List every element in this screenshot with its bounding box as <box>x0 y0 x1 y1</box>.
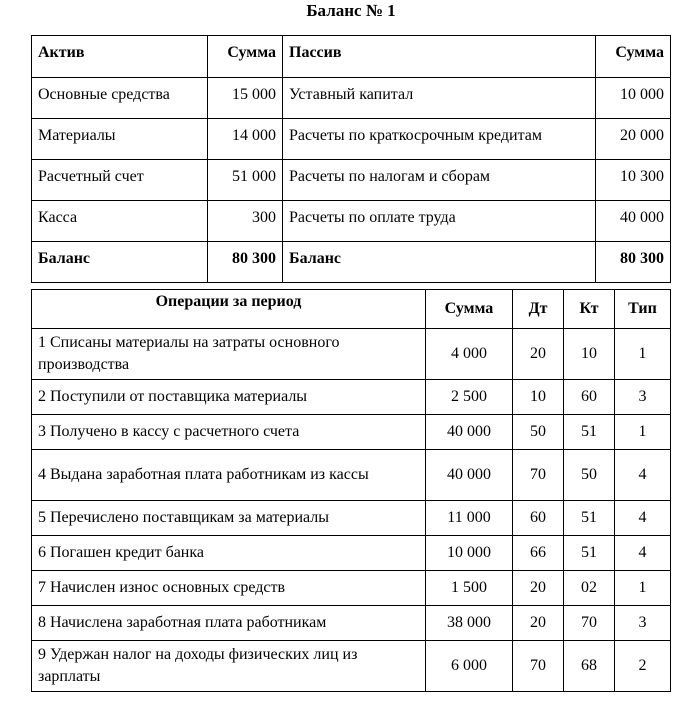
operation-debit: 60 <box>513 501 564 536</box>
operation-description: 7 Начислен износ основных средств <box>32 571 426 606</box>
operation-debit: 10 <box>513 380 564 415</box>
operation-credit: 51 <box>564 536 615 571</box>
operation-description: 5 Перечислено поставщикам за материалы <box>32 501 426 536</box>
operation-sum: 10 000 <box>426 536 513 571</box>
table-row <box>32 536 671 571</box>
operation-description: 8 Начислена заработная плата работникам <box>32 606 426 641</box>
liability-total-label: Баланс <box>283 242 596 283</box>
operation-credit: 51 <box>564 415 615 450</box>
asset-sum-header: Сумма <box>208 36 283 78</box>
asset-name: Основные средства <box>32 78 208 119</box>
liability-name: Уставный капитал <box>283 78 596 119</box>
balance-header-row <box>32 36 671 78</box>
table-row <box>32 450 671 501</box>
operation-debit: 70 <box>513 450 564 501</box>
asset-sum: 14 000 <box>208 119 283 160</box>
asset-header: Актив <box>32 36 208 78</box>
operation-sum: 1 500 <box>426 571 513 606</box>
table-row <box>32 571 671 606</box>
operation-debit: 20 <box>513 606 564 641</box>
operation-credit: 51 <box>564 501 615 536</box>
document-title: Баланс № 1 <box>306 1 396 20</box>
operation-credit: 10 <box>564 329 615 380</box>
operation-sum: 2 500 <box>426 380 513 415</box>
table-row <box>32 501 671 536</box>
asset-total-label: Баланс <box>32 242 208 283</box>
operation-sum: 38 000 <box>426 606 513 641</box>
operation-debit: 20 <box>513 571 564 606</box>
operation-type: 4 <box>615 450 671 501</box>
liability-name: Расчеты по краткосрочным кредитам <box>283 119 596 160</box>
liability-name: Расчеты по оплате труда <box>283 201 596 242</box>
debit-header: Дт <box>513 290 564 329</box>
operation-type: 4 <box>615 536 671 571</box>
operation-sum: 40 000 <box>426 415 513 450</box>
table-row <box>32 380 671 415</box>
operations-header-row <box>32 290 671 329</box>
credit-header: Кт <box>564 290 615 329</box>
operation-credit: 70 <box>564 606 615 641</box>
sum-header: Сумма <box>426 290 513 329</box>
table-row <box>32 641 671 692</box>
asset-name: Касса <box>32 201 208 242</box>
operation-credit: 68 <box>564 641 615 692</box>
operation-credit: 50 <box>564 450 615 501</box>
operation-debit: 70 <box>513 641 564 692</box>
operation-sum: 6 000 <box>426 641 513 692</box>
asset-total-sum: 80 300 <box>208 242 283 283</box>
operation-description: 3 Получено в кассу с расчетного счета <box>32 415 426 450</box>
operation-sum: 40 000 <box>426 450 513 501</box>
asset-name: Расчетный счет <box>32 160 208 201</box>
operation-type: 1 <box>615 415 671 450</box>
liability-sum: 20 000 <box>596 119 671 160</box>
liability-sum: 40 000 <box>596 201 671 242</box>
liability-header: Пассив <box>283 36 596 78</box>
liability-name: Расчеты по налогам и сборам <box>283 160 596 201</box>
liability-sum: 10 300 <box>596 160 671 201</box>
operation-type: 3 <box>615 606 671 641</box>
operation-type: 4 <box>615 501 671 536</box>
operation-debit: 20 <box>513 329 564 380</box>
table-row <box>32 78 671 119</box>
operation-type: 2 <box>615 641 671 692</box>
asset-sum: 15 000 <box>208 78 283 119</box>
balance-table <box>31 35 671 283</box>
operation-sum: 4 000 <box>426 329 513 380</box>
operation-description: 9 Удержан налог на доходы физических лиц из зарплаты <box>32 641 426 692</box>
table-row <box>32 119 671 160</box>
asset-name: Материалы <box>32 119 208 160</box>
asset-sum: 300 <box>208 201 283 242</box>
operation-type: 1 <box>615 571 671 606</box>
table-row <box>32 415 671 450</box>
operation-credit: 02 <box>564 571 615 606</box>
type-header: Тип <box>615 290 671 329</box>
liability-sum-header: Сумма <box>596 36 671 78</box>
table-row <box>32 606 671 641</box>
operation-description: 6 Погашен кредит банка <box>32 536 426 571</box>
operation-credit: 60 <box>564 380 615 415</box>
operation-debit: 50 <box>513 415 564 450</box>
liability-total-sum: 80 300 <box>596 242 671 283</box>
table-row <box>32 160 671 201</box>
operation-type: 1 <box>615 329 671 380</box>
operations-header: Операции за период <box>32 290 426 329</box>
operation-type: 3 <box>615 380 671 415</box>
operation-debit: 66 <box>513 536 564 571</box>
operation-sum: 11 000 <box>426 501 513 536</box>
balance-total-row <box>32 242 671 283</box>
operation-description: 1 Списаны материалы на затраты основного производства <box>32 329 426 380</box>
operations-table <box>31 289 671 692</box>
operation-description: 2 Поступили от поставщика материалы <box>32 380 426 415</box>
operation-description: 4 Выдана заработная плата работникам из кассы <box>32 450 426 501</box>
table-row <box>32 329 671 380</box>
table-row <box>32 201 671 242</box>
asset-sum: 51 000 <box>208 160 283 201</box>
liability-sum: 10 000 <box>596 78 671 119</box>
